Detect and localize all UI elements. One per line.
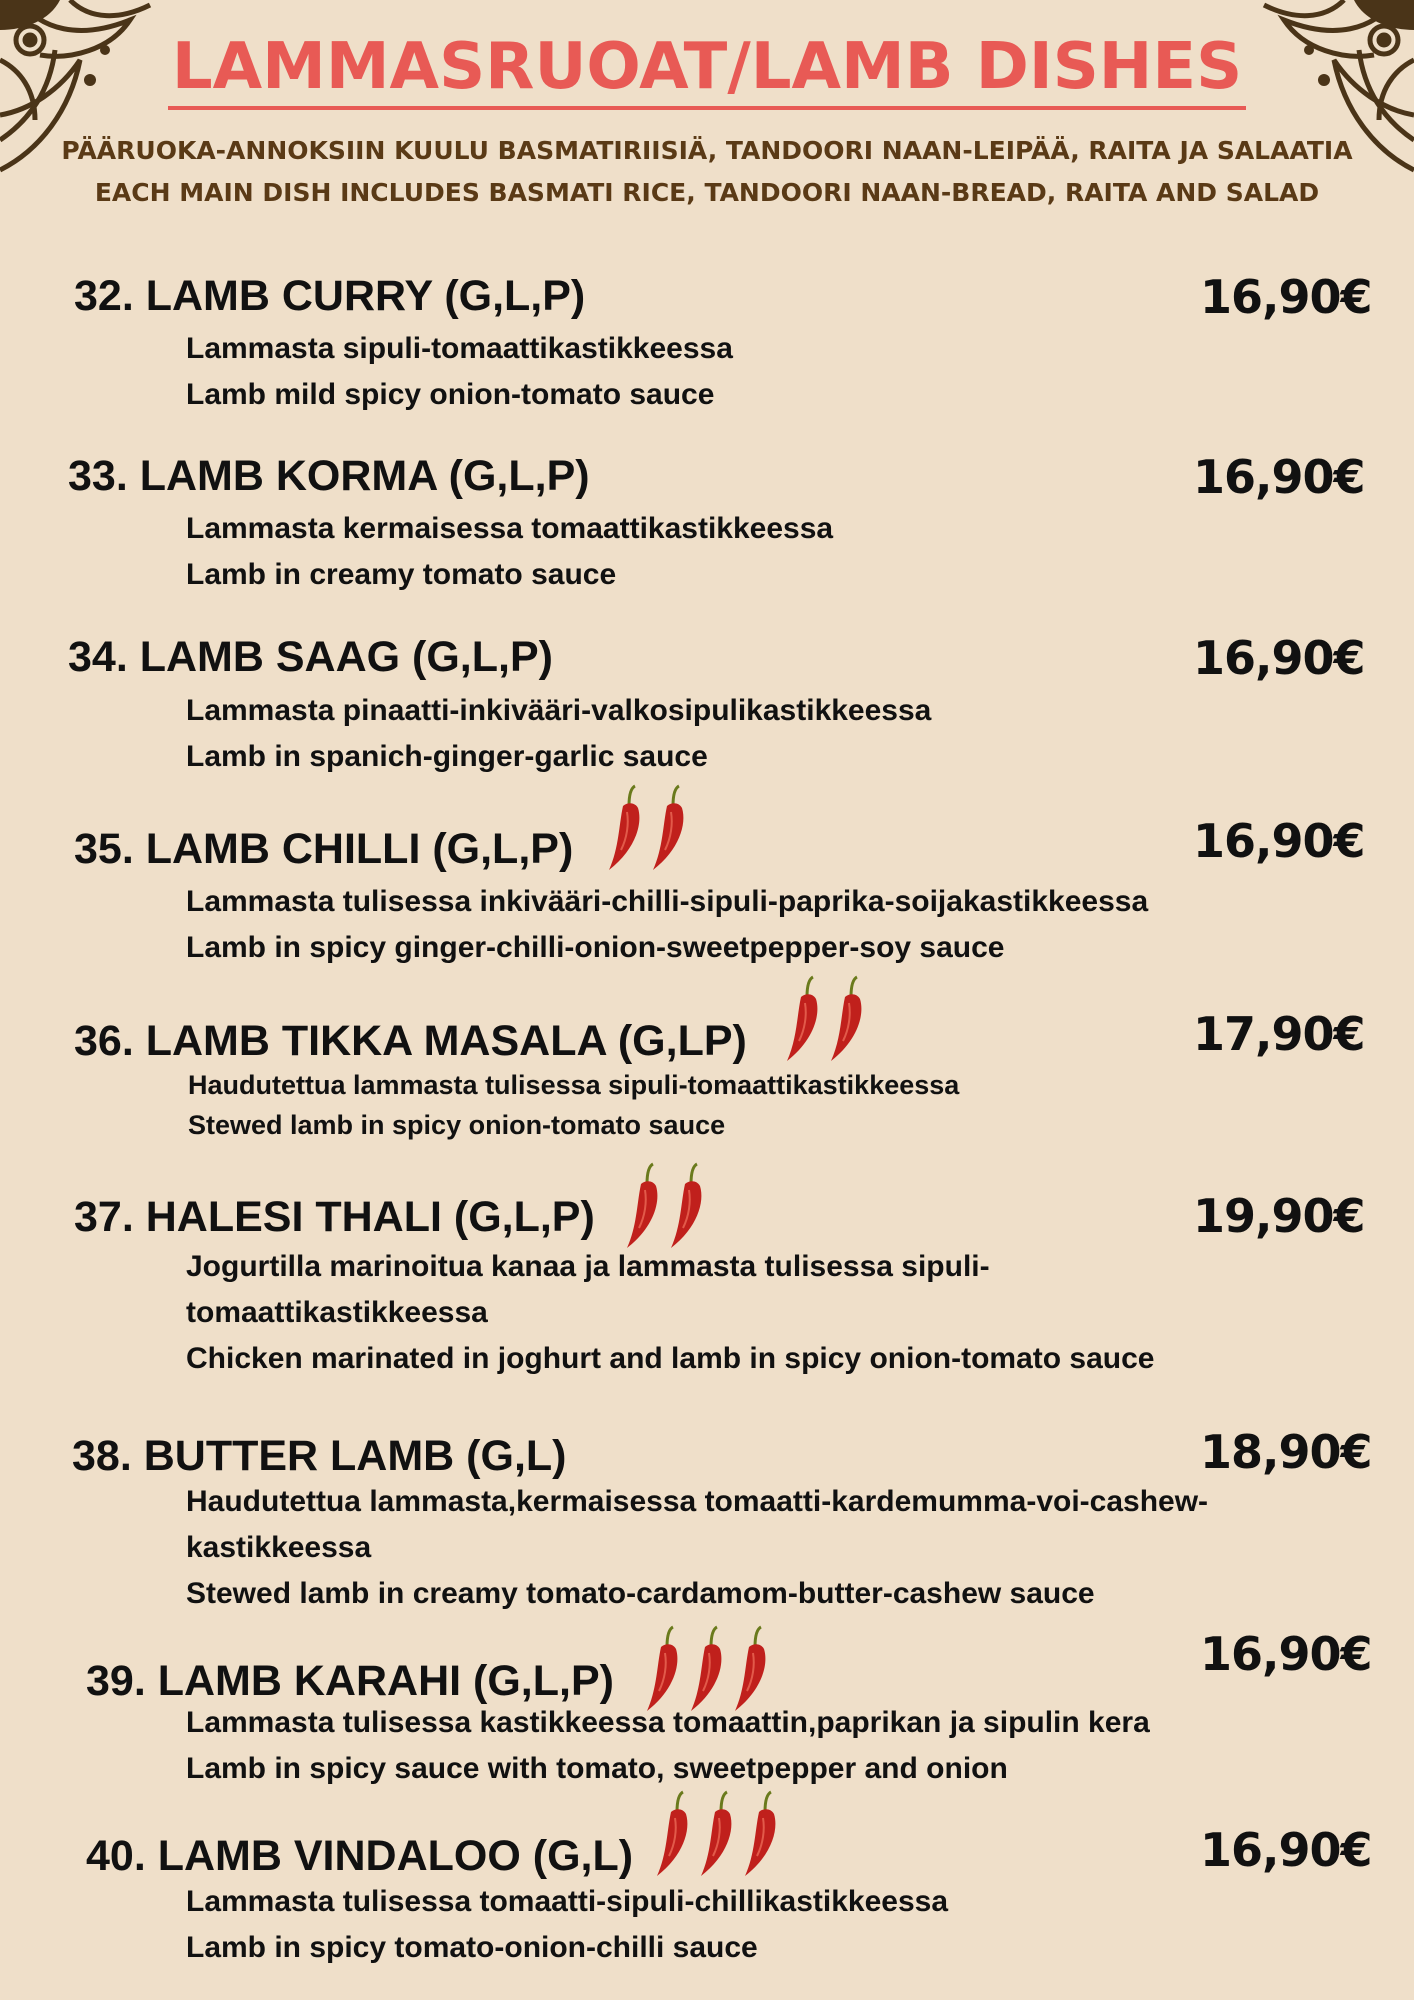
- dish-description: [186, 1244, 1336, 1382]
- spice-level-indicator: [653, 1790, 785, 1880]
- description-line: Lammasta sipuli-tomaattikastikkeessa: [186, 332, 733, 365]
- page-title: [0, 30, 1414, 104]
- dish-name: 38. BUTTER LAMB (G,L): [72, 1432, 567, 1480]
- dish-description: [186, 326, 1336, 418]
- page-title-text: LAMMASRUOAT/LAMB DISHES: [168, 30, 1246, 110]
- dish-price: 16,90€: [1200, 1627, 1372, 1681]
- dish-name: 37. HALESI THALI (G,L,P): [74, 1193, 595, 1241]
- description-line: Lammasta tulisessa inkivääri-chilli-sipuli-paprika-soijakastikkeessa: [186, 885, 1149, 918]
- description-line: Stewed lamb in spicy onion-tomato sauce: [188, 1110, 726, 1140]
- chilli-pepper-icon: [653, 1790, 695, 1880]
- dish-description: [186, 1700, 1336, 1792]
- dish-description: [186, 506, 1336, 598]
- dish-name: 34. LAMB SAAG (G,L,P): [68, 633, 553, 681]
- dish-price: 16,90€: [1193, 450, 1365, 504]
- subtitle-finnish: PÄÄRUOKA-ANNOKSIIN KUULU BASMATIRIISIÄ, TANDOORI NAAN-LEIPÄÄ, RAITA JA SALAATIA: [61, 136, 1353, 165]
- description-line: Stewed lamb in creamy tomato-cardamom-butter-cashew sauce: [186, 1577, 1095, 1610]
- description-line: Lamb in spicy sauce with tomato, sweetpepper and onion: [186, 1752, 1008, 1785]
- description-line: Lammasta tulisessa kastikkeessa tomaattin,paprikan ja sipulin kera: [186, 1706, 1150, 1739]
- subtitle-english: EACH MAIN DISH INCLUDES BASMATI RICE, TANDOORI NAAN-BREAD, RAITA AND SALAD: [94, 178, 1320, 207]
- description-line: kastikkeessa: [186, 1531, 372, 1564]
- dish-price: 17,90€: [1193, 1007, 1365, 1061]
- description-line: Lamb in spicy ginger-chilli-onion-sweetpepper-soy sauce: [186, 931, 1005, 964]
- dish-name: 35. LAMB CHILLI (G,L,P): [74, 825, 574, 873]
- description-line: Lamb in creamy tomato sauce: [186, 558, 617, 591]
- description-line: Jogurtilla marinoitua kanaa ja lammasta tulisessa sipuli-: [186, 1250, 990, 1283]
- dish-price: 16,90€: [1193, 814, 1365, 868]
- dish-description: [188, 1065, 1338, 1145]
- chilli-pepper-icon: [649, 784, 691, 874]
- dish-name: 33. LAMB KORMA (G,L,P): [68, 452, 590, 500]
- dish-description: [186, 1879, 1336, 1971]
- description-line: Lammasta pinaatti-inkivääri-valkosipulikastikkeessa: [186, 694, 932, 727]
- chilli-pepper-icon: [605, 784, 647, 874]
- description-line: Lammasta tulisessa tomaatti-sipuli-chillikastikkeessa: [186, 1885, 948, 1918]
- spice-level-indicator: [783, 975, 871, 1065]
- description-line: Haudutettua lammasta tulisessa sipuli-tomaattikastikkeessa: [188, 1070, 960, 1100]
- spice-level-indicator: [623, 1162, 711, 1252]
- description-line: Haudutettua lammasta,kermaisessa tomaatti-kardemumma-voi-cashew-: [186, 1485, 1209, 1518]
- chilli-pepper-icon: [741, 1790, 783, 1880]
- dish-price: 16,90€: [1200, 1823, 1372, 1877]
- dish-description: [186, 1479, 1336, 1617]
- dish-name: 39. LAMB KARAHI (G,L,P): [86, 1657, 614, 1705]
- dish-price: 16,90€: [1200, 270, 1372, 324]
- description-line: tomaattikastikkeessa: [186, 1296, 488, 1329]
- description-line: Lamb mild spicy onion-tomato sauce: [186, 378, 715, 411]
- description-line: Lamb in spicy tomato-onion-chilli sauce: [186, 1931, 758, 1964]
- dish-price: 16,90€: [1193, 631, 1365, 685]
- dish-name: 40. LAMB VINDALOO (G,L): [86, 1832, 634, 1880]
- description-line: Chicken marinated in joghurt and lamb in spicy onion-tomato sauce: [186, 1342, 1155, 1375]
- dish-description: [186, 879, 1336, 971]
- dish-price: 18,90€: [1200, 1425, 1372, 1479]
- chilli-pepper-icon: [827, 975, 869, 1065]
- dish-description: [186, 688, 1336, 780]
- description-line: Lamb in spanich-ginger-garlic sauce: [186, 740, 708, 773]
- chilli-pepper-icon: [783, 975, 825, 1065]
- dish-price: 19,90€: [1193, 1189, 1365, 1243]
- description-line: Lammasta kermaisessa tomaattikastikkeessa: [186, 512, 834, 545]
- chilli-pepper-icon: [697, 1790, 739, 1880]
- dish-name: 36. LAMB TIKKA MASALA (G,LP): [74, 1017, 747, 1065]
- chilli-pepper-icon: [623, 1162, 665, 1252]
- spice-level-indicator: [605, 784, 693, 874]
- chilli-pepper-icon: [667, 1162, 709, 1252]
- dish-name: 32. LAMB CURRY (G,L,P): [74, 272, 586, 320]
